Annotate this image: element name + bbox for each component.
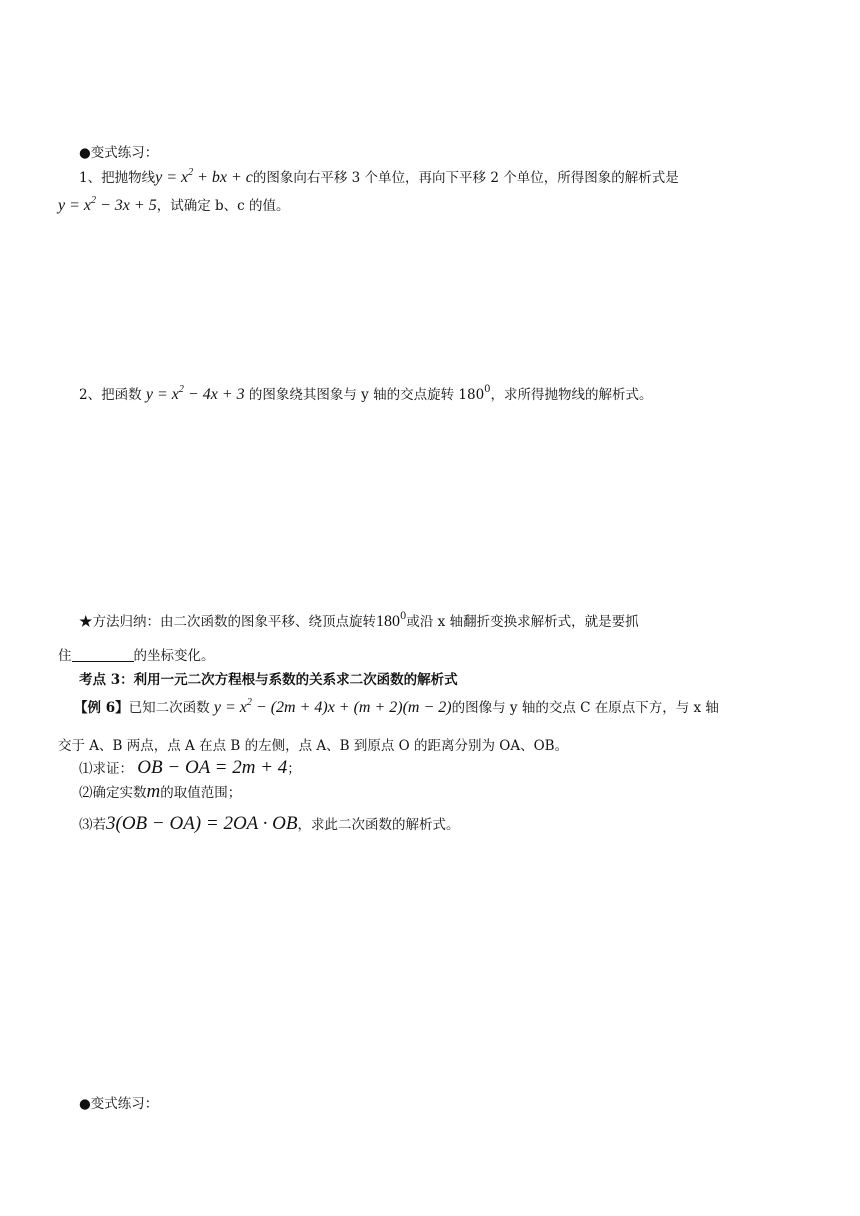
exercise-2-text-2: ，求所得抛物线的解析式。 <box>490 387 653 403</box>
method-prefix: ★方法归纳：由二次函数的图象平移、绕顶点旋转 <box>79 614 376 630</box>
example-6-label: 【例 6】 <box>74 700 129 716</box>
exercise-1-text-1: 的图象向右平移 3 个单位，再向下平移 2 个单位，所得图象的解析式是 <box>252 170 679 186</box>
example-6-text-b: 的图像与 y 轴的交点 C 在原点下方，与 x 轴 <box>451 700 719 716</box>
exercise-2-degree: 0 <box>484 384 491 395</box>
question-3-math: 3(OB − OA) = 2OA · OB <box>106 813 298 834</box>
method-line-2-suffix: 的坐标变化。 <box>133 648 215 664</box>
exercise-1-equation-b: $y = x^2 - 3x + 5$ <box>58 195 157 214</box>
exercise-1-prefix: 1、把抛物线 <box>79 170 156 186</box>
example-6-line-1 <box>74 698 719 718</box>
variant-practice-heading-2: ●变式练习： <box>79 1096 159 1112</box>
exercise-2-text-1: 的图象绕其图象与 y 轴的交点旋转 180 <box>248 387 485 403</box>
exercise-1-line-1 <box>79 168 679 188</box>
exercise-1-equation-a: $y = x^2$ + bx + c <box>155 167 253 186</box>
question-2-variable: m <box>146 781 161 802</box>
exercise-2-line <box>79 385 653 405</box>
fill-in-blank[interactable] <box>72 647 134 662</box>
method-text-1: 或沿 x 轴翻折变换求解析式，就是要抓 <box>406 614 639 630</box>
example-6-question-1: ⑴求证： OB − OA = 2m + 4； <box>79 757 301 778</box>
method-degree-value: 180 <box>376 613 400 630</box>
exercise-2-prefix: 2、把函数 <box>79 387 142 403</box>
example-6-line-2: 交于 A、B 两点，点 A 在点 B 的左侧，点 A、B 到原点 O 的距离分别为 OA、OB。 <box>58 738 569 754</box>
method-summary-line-1 <box>79 612 639 632</box>
exercise-1-text-2: ，试确定 b、c 的值。 <box>156 198 290 214</box>
exercise-1-line-2 <box>58 196 290 216</box>
example-6-equation: $y = x^2 - (2m + 4)x + (m + 2)(m - 2)$ <box>213 697 452 716</box>
variant-practice-heading-1: ●变式练习： <box>79 145 159 161</box>
example-6-question-3: ⑶若3(OB − OA) = 2OA · OB，求此二次函数的解析式。 <box>79 813 460 834</box>
method-degree-sup: 0 <box>400 611 407 622</box>
exercise-2-equation: $y = x^2 - 4x + 3$ <box>145 384 245 403</box>
example-6-question-2: ⑵确定实数m的取值范围； <box>79 781 242 802</box>
example-6-text-a: 已知二次函数 <box>128 700 210 716</box>
question-1-math: OB − OA = 2m + 4 <box>137 757 288 778</box>
kaodian-3-title: 考点 3：利用一元二次方程根与系数的关系求二次函数的解析式 <box>79 672 458 688</box>
method-summary-line-2 <box>58 646 215 666</box>
method-line-2-prefix: 住 <box>58 648 72 664</box>
